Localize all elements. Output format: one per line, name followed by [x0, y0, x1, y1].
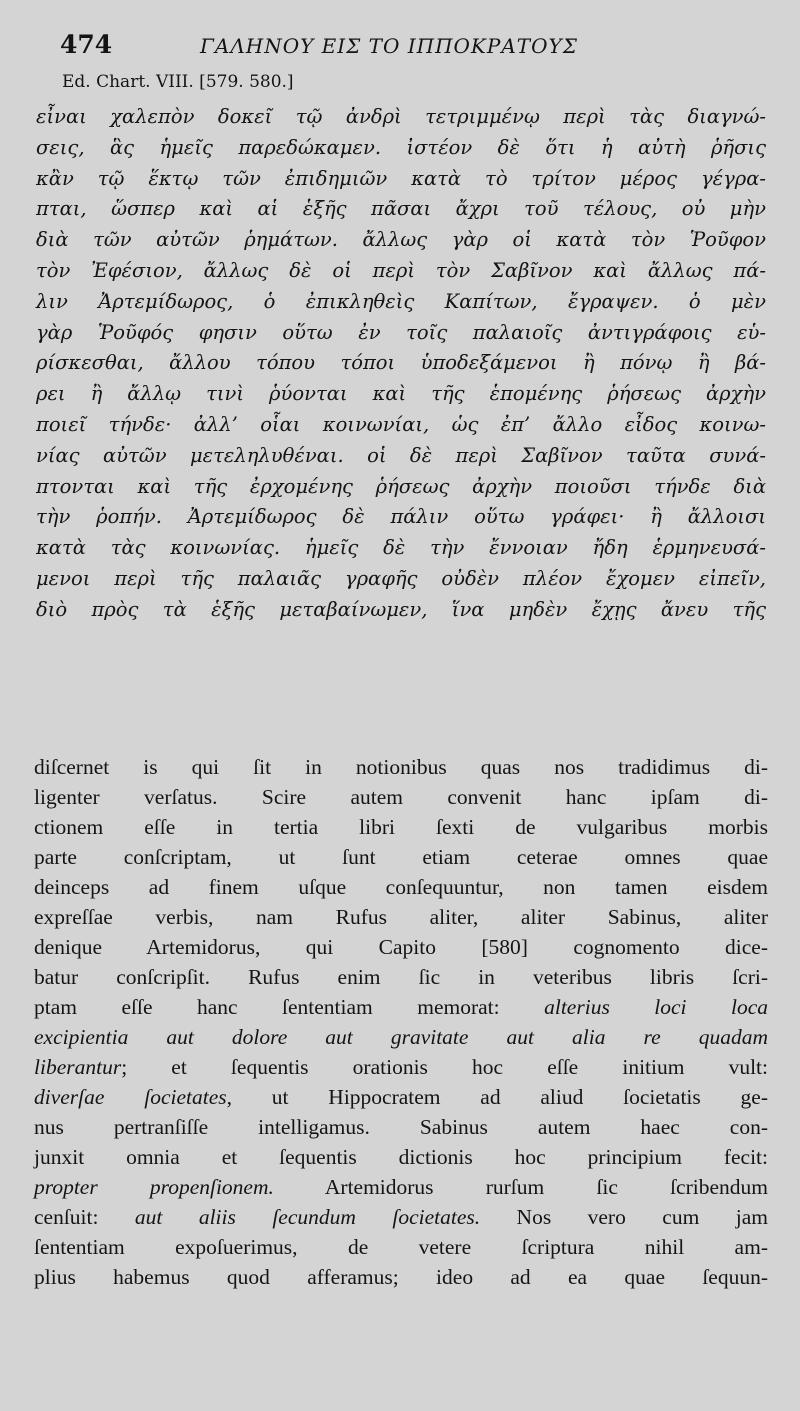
- latin-text-line: [34, 1172, 768, 1202]
- latin-text-line: [34, 752, 768, 782]
- italic-quotation: propter propenſionem.: [34, 1175, 274, 1199]
- text-segment: ; et ſequentis orationis hoc eſſe initium vult:: [121, 1055, 768, 1079]
- text-segment: Artemidorus rurſum ſic ſcribendum: [273, 1175, 768, 1199]
- text-segment: expreſſae verbis, nam Rufus aliter, aliter Sabinus, aliter: [34, 905, 768, 929]
- latin-text-line: [34, 782, 768, 812]
- italic-quotation: diverſae ſocietates: [34, 1085, 227, 1109]
- latin-text-block: [34, 752, 768, 1292]
- greek-text-line: διὸ πρὸς τὰ ἑξῆς μεταβαίνωμεν, ἵνα μηδὲν ἔχῃς ἄνευ τῆς: [36, 597, 766, 621]
- edition-reference: Ed. Chart. VIII. [579. 580.]: [62, 72, 294, 92]
- text-segment: batur conſcripſit. Rufus enim ſic in veteribus libris ſcri-: [34, 965, 768, 989]
- greek-text-line: ρει ἢ ἄλλῳ τινὶ ῥύονται καὶ τῆς ἑπομένης ῥήσεως ἀρχὴν: [36, 382, 766, 406]
- latin-text-line: [34, 992, 768, 1022]
- greek-text-line: λιν Ἀρτεμίδωρος, ὁ ἐπικληθεὶς Καπίτων, ἔγραψεν. ὁ μὲν: [36, 289, 766, 313]
- latin-text-line: [34, 902, 768, 932]
- text-segment: ſententiam expoſuerimus, de vetere ſcriptura nihil am-: [34, 1235, 768, 1259]
- latin-text-line: [34, 1232, 768, 1262]
- text-segment: , ut Hippocratem ad aliud ſocietatis ge-: [226, 1085, 768, 1109]
- page-number: 474: [60, 30, 113, 59]
- greek-text-line: τὴν ῥοπήν. Ἀρτεμίδωρος δὲ πάλιν οὕτω γράφει· ἢ ἄλλοισι: [36, 505, 766, 529]
- running-title: ΓΑΛΗΝΟΥ ΕΙΣ ΤΟ ΙΠΠΟΚΡΑΤΟΥΣ: [200, 34, 578, 58]
- greek-text-line: ποιεῖ τήνδε· ἀλλ’ οἷαι κοινωνίαι, ὡς ἐπ’ ἄλλο εἶδος κοινω-: [36, 412, 766, 436]
- italic-quotation: excipientia aut dolore aut gravitate aut alia re quadam: [34, 1025, 768, 1049]
- text-segment: deinceps ad finem uſque conſequuntur, non tamen eisdem: [34, 875, 768, 899]
- text-segment: ptam eſſe hanc ſententiam memorat:: [34, 995, 545, 1019]
- italic-quotation: aut aliis ſecundum ſocietates.: [134, 1205, 481, 1229]
- greek-text-line: σεις, ἃς ἡμεῖς παρεδώκαμεν. ἰστέον δὲ ὅτι ἡ αὐτὴ ῥῆσις: [36, 135, 766, 159]
- latin-text-line: [34, 1082, 768, 1112]
- text-segment: diſcernet is qui ſit in notionibus quas nos tradidimus di-: [34, 755, 768, 779]
- italic-quotation: alterius loci loca: [544, 995, 769, 1019]
- greek-text-line: κἂν τῷ ἕκτῳ τῶν ἐπιδημιῶν κατὰ τὸ τρίτον μέρος γέγρα-: [36, 166, 766, 190]
- text-segment: ctionem eſſe in tertia libri ſexti de vulgaribus morbis: [34, 815, 768, 839]
- text-segment: denique Artemidorus, qui Capito [580] cognomento dice-: [34, 935, 768, 959]
- latin-text-line: [34, 1022, 768, 1052]
- greek-text-line: γὰρ Ῥοῦφός φησιν οὕτω ἐν τοῖς παλαιοῖς ἀντιγράφοις εὑ-: [36, 320, 766, 344]
- latin-text-line: [34, 1052, 768, 1082]
- latin-text-line: [34, 1112, 768, 1142]
- greek-text-line: εἶναι χαλεπὸν δοκεῖ τῷ ἀνδρὶ τετριμμένῳ περὶ τὰς διαγνώ-: [36, 105, 766, 128]
- text-segment: nus pertranſiſſe intelligamus. Sabinus autem haec con-: [34, 1115, 768, 1139]
- latin-text-line: [34, 962, 768, 992]
- text-segment: plius habemus quod afferamus; ideo ad ea quae ſequun-: [34, 1265, 768, 1289]
- latin-text-line: [34, 1142, 768, 1172]
- text-segment: cenſuit:: [34, 1205, 135, 1229]
- greek-text-line: πται, ὥσπερ καὶ αἱ ἑξῆς πᾶσαι ἄχρι τοῦ τέλους, οὐ μὴν: [36, 197, 766, 221]
- text-segment: parte conſcriptam, ut ſunt etiam ceterae omnes quae: [34, 845, 768, 869]
- text-segment: ligenter verſatus. Scire autem convenit hanc ipſam di-: [34, 785, 768, 809]
- greek-text-line: κατὰ τὰς κοινωνίας. ἡμεῖς δὲ τὴν ἔννοιαν ἤδη ἑρμηνευσά-: [36, 536, 766, 560]
- text-segment: junxit omnia et ſequentis dictionis hoc principium fecit:: [34, 1145, 768, 1169]
- latin-text-line: [34, 1202, 768, 1232]
- greek-text-line: μενοι περὶ τῆς παλαιᾶς γραφῆς οὐδὲν πλέον ἔχομεν εἰπεῖν,: [36, 566, 766, 590]
- text-segment: Nos vero cum jam: [480, 1205, 768, 1229]
- page-header: [60, 30, 780, 66]
- greek-text-line: πτονται καὶ τῆς ἐρχομένης ῥήσεως ἀρχὴν ποιοῦσι τήνδε διὰ: [36, 474, 766, 498]
- greek-text-line: νίας αὐτῶν μετεληλυθέναι. οἱ δὲ περὶ Σαβῖνον ταῦτα συνά-: [36, 443, 766, 467]
- greek-text-line: τὸν Ἐφέσιον, ἄλλως δὲ οἱ περὶ τὸν Σαβῖνον καὶ ἄλλως πά-: [36, 258, 766, 282]
- greek-text-line: ρίσκεσθαι, ἄλλου τόπου τόποι ὑποδεξάμενοι ἢ πόνῳ ἢ βά-: [36, 351, 766, 375]
- greek-text-block: [36, 102, 766, 626]
- latin-text-line: [34, 872, 768, 902]
- latin-text-line: [34, 812, 768, 842]
- greek-text-line: διὰ τῶν αὐτῶν ῥημάτων. ἄλλως γὰρ οἱ κατὰ τὸν Ῥοῦφον: [36, 228, 766, 252]
- latin-text-line: [34, 1262, 768, 1292]
- italic-quotation: liberantur: [34, 1055, 122, 1079]
- latin-text-line: [34, 842, 768, 872]
- latin-text-line: [34, 932, 768, 962]
